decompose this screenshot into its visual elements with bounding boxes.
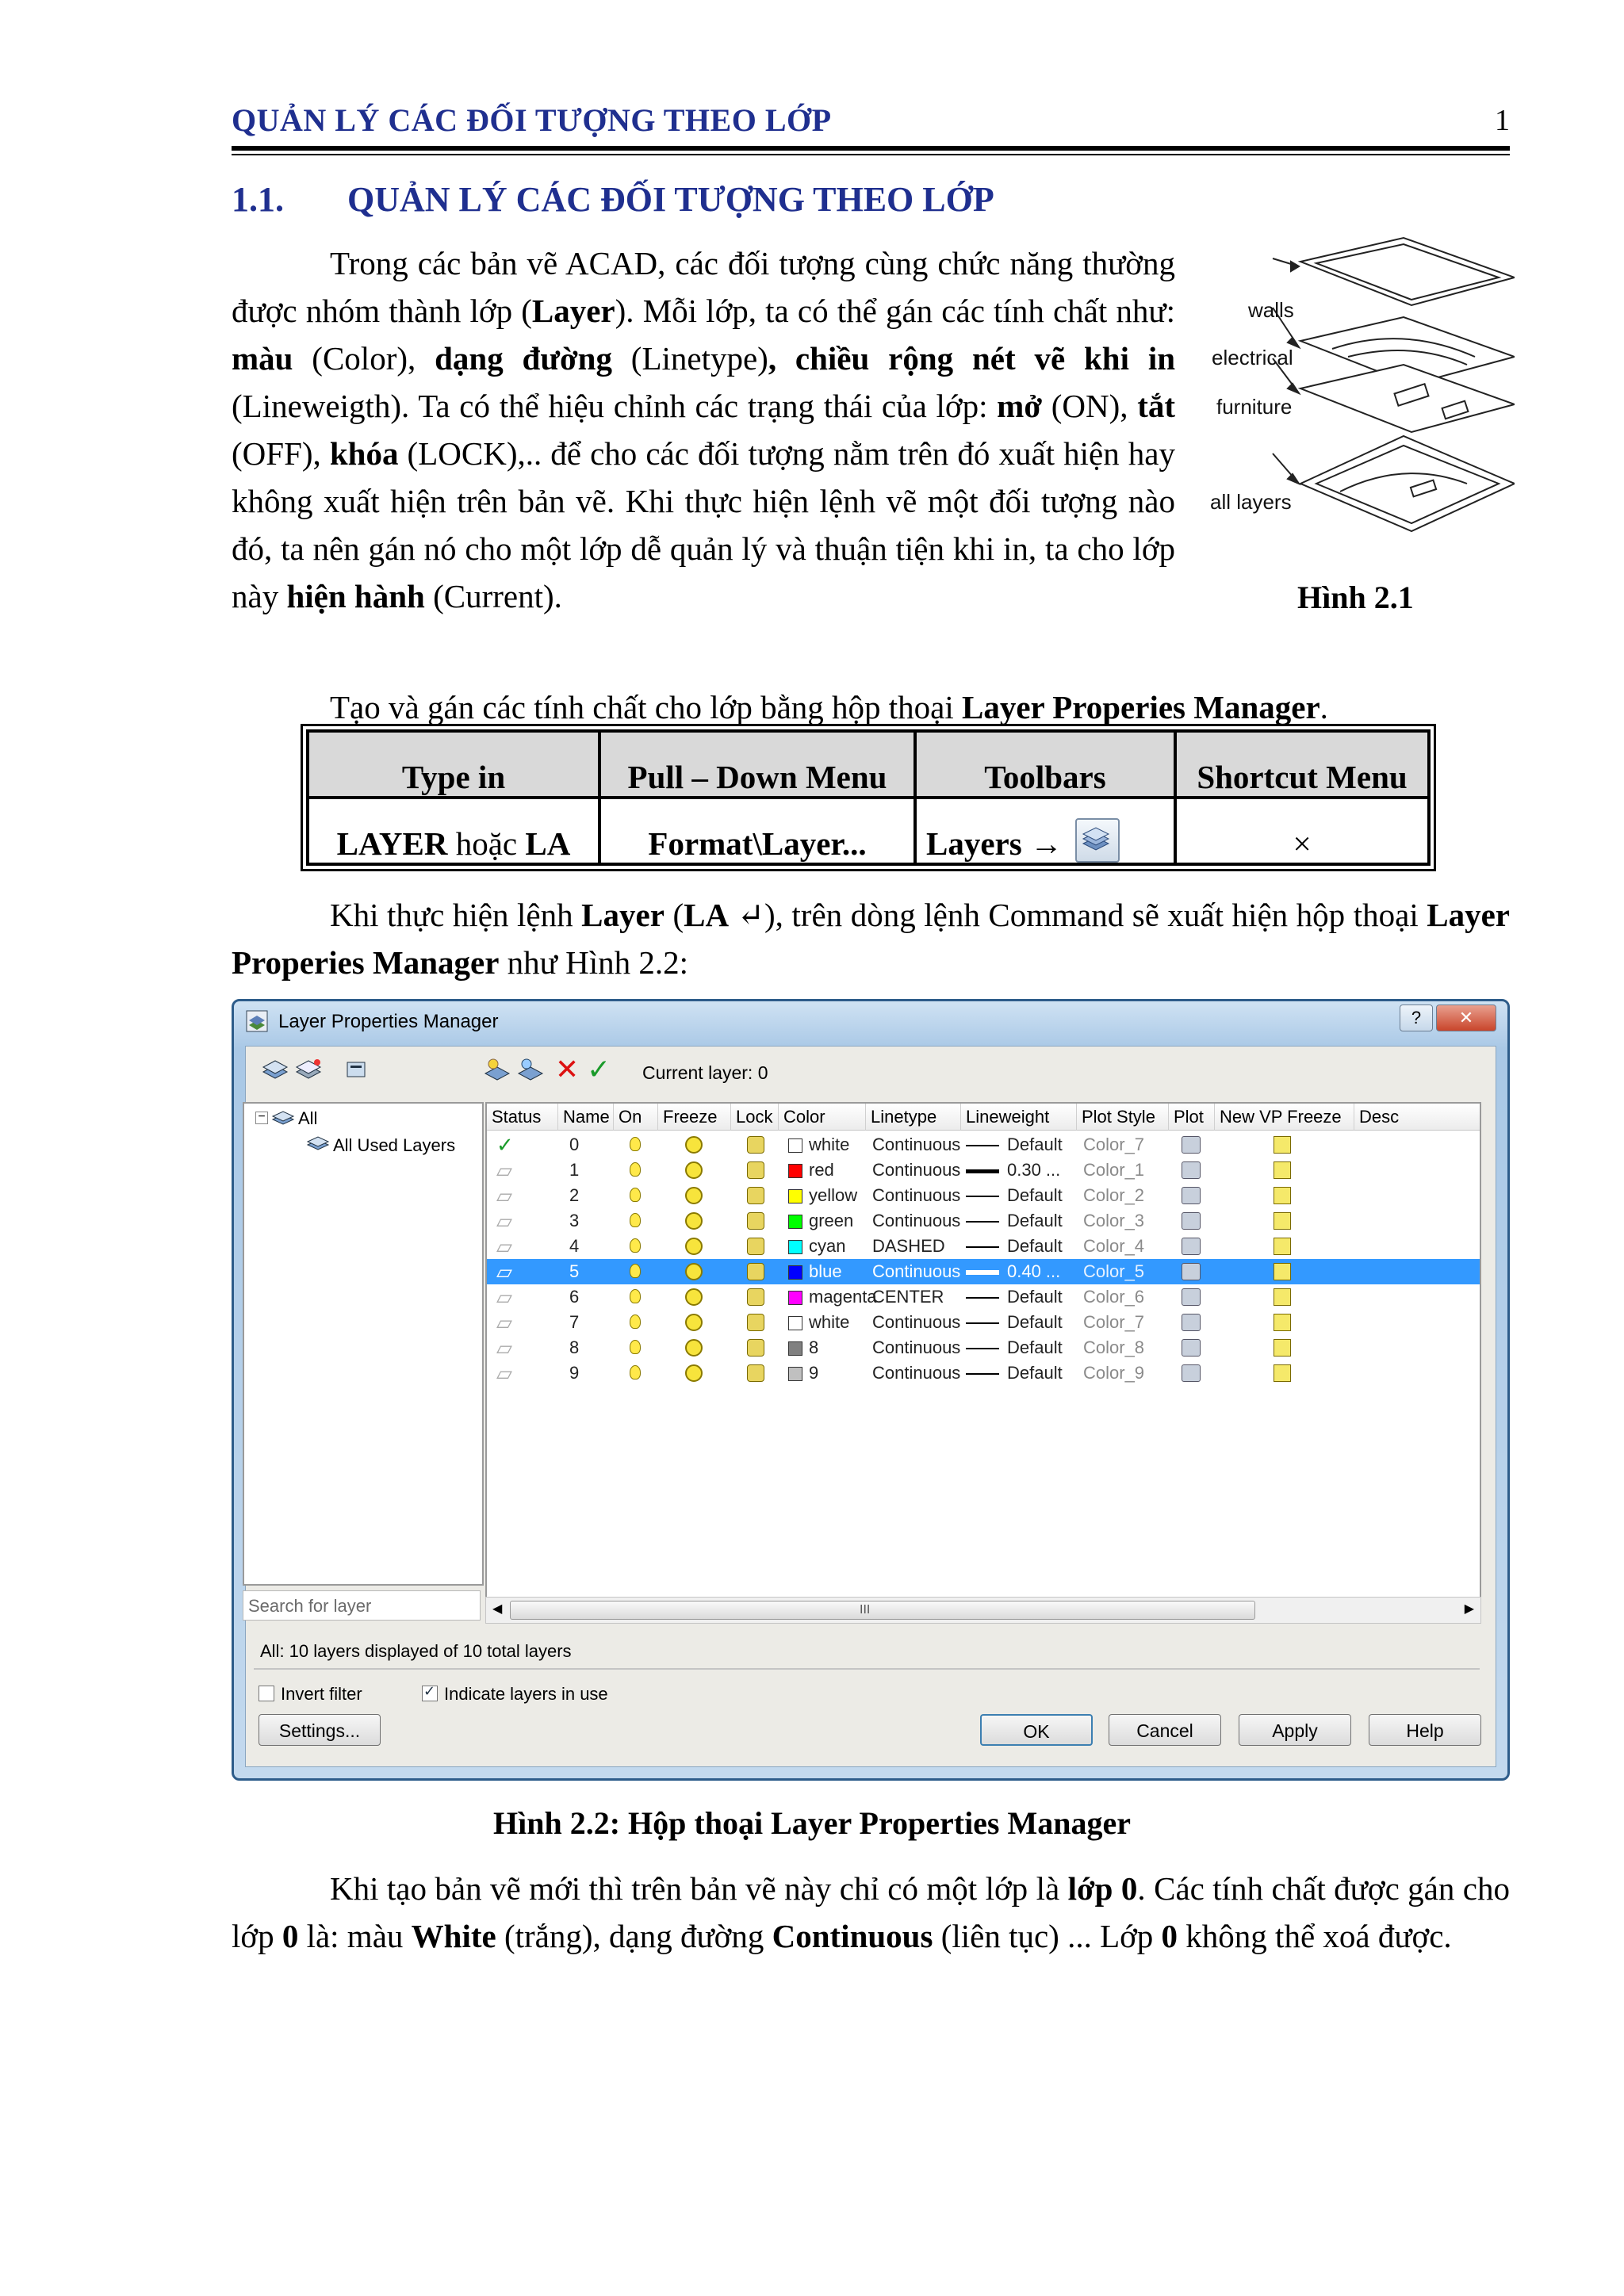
tree-used-layers-icon — [306, 1134, 330, 1153]
layer-lineweight[interactable]: Default — [966, 1234, 1063, 1259]
freeze-sun-icon[interactable] — [685, 1136, 703, 1154]
layer-plot-style: Color_2 — [1083, 1185, 1145, 1205]
lock-open-icon[interactable] — [747, 1136, 764, 1154]
freeze-sun-icon[interactable] — [685, 1288, 703, 1306]
lock-open-icon[interactable] — [747, 1263, 764, 1280]
dialog-intro-paragraph: Khi thực hiện lệnh Layer (LA ↵), trên dòng lệnh Command sẽ xuất hiện hộp thoại Layer Properies Manager như Hình 2.2: — [232, 897, 1510, 981]
on-bulb-icon[interactable] — [630, 1340, 641, 1354]
on-bulb-icon[interactable] — [630, 1137, 641, 1151]
layer-lineweight[interactable]: Default — [966, 1310, 1063, 1335]
figure-label-electrical: electrical — [1212, 346, 1293, 369]
new-layer-icon[interactable] — [484, 1058, 511, 1081]
lineweight-sample — [966, 1322, 999, 1324]
status-icon[interactable]: ▱ — [496, 1158, 512, 1182]
freeze-sun-icon[interactable] — [685, 1187, 703, 1204]
new-layer-vp-frozen-icon[interactable] — [517, 1058, 544, 1081]
freeze-sun-icon[interactable] — [685, 1161, 703, 1179]
vp-freeze-icon[interactable] — [1274, 1238, 1291, 1255]
col-new-vp-freeze[interactable]: New VP Freeze — [1215, 1104, 1354, 1131]
layer-lineweight[interactable]: Default — [966, 1335, 1063, 1360]
figure-caption-2-1: Hình 2.1 — [1297, 580, 1414, 615]
intro-paragraph: Trong các bản vẽ ACAD, các đối tượng cùng chức năng thường được nhóm thành lớp (Layer). Mỗi lớp, ta có thể gán các tính chất như: màu (Color), dạng đường (Linetype), chiều rộng nét vẽ khi in (Lineweigth). Ta có thể hiệu chỉnh các trạng thái của lớp: mở (ON), tắt (OFF), khóa (LOCK),.. để cho các đối tượng nằm trên đó xuất hiện hay không xuất hiện trên bản vẽ. Khi thực hiện lệnh vẽ một đối tượng nào đó, ta nên gán nó cho một lớp dễ quản lý và thuận tiện khi in, ta cho lớp này hiện hành (Current). — [232, 245, 1176, 614]
col-plot[interactable]: Plot — [1169, 1104, 1215, 1131]
vp-freeze-icon[interactable] — [1274, 1364, 1291, 1382]
freeze-sun-icon[interactable] — [685, 1263, 703, 1280]
lineweight-sample — [966, 1297, 999, 1299]
running-header: QUẢN LÝ CÁC ĐỐI TƯỢNG THEO LỚP — [232, 102, 832, 138]
lineweight-sample — [966, 1348, 999, 1349]
table-row[interactable] — [487, 1284, 1480, 1310]
color-swatch — [788, 1291, 802, 1305]
layer-plot-style: Color_1 — [1083, 1160, 1145, 1180]
indicate-layers-label: Indicate layers in use — [444, 1684, 608, 1704]
layer-name[interactable]: 3 — [569, 1211, 580, 1230]
layer-linetype[interactable]: Continuous — [872, 1312, 961, 1332]
lock-open-icon[interactable] — [747, 1314, 764, 1331]
plot-printer-icon[interactable] — [1182, 1187, 1201, 1204]
freeze-sun-icon[interactable] — [685, 1212, 703, 1230]
col-name[interactable]: Name — [558, 1104, 614, 1131]
on-bulb-icon[interactable] — [630, 1162, 641, 1177]
layer-linetype[interactable]: Continuous — [872, 1185, 961, 1205]
lineweight-sample — [966, 1196, 999, 1197]
freeze-sun-icon[interactable] — [685, 1364, 703, 1382]
table-intro-paragraph: Tạo và gán các tính chất cho lớp bằng hộp thoại Layer Properies Manager. — [330, 689, 1328, 725]
on-bulb-icon[interactable] — [630, 1188, 641, 1202]
plot-printer-icon[interactable] — [1182, 1339, 1201, 1357]
table-row[interactable] — [487, 1360, 1480, 1386]
status-icon[interactable]: ▱ — [496, 1184, 512, 1207]
table-header-typein: Type in — [308, 731, 599, 798]
layer-color[interactable]: magenta — [788, 1284, 877, 1310]
color-swatch — [788, 1240, 802, 1254]
search-layer-input[interactable]: Search for layer — [243, 1590, 481, 1621]
invert-filter-checkbox[interactable] — [259, 1686, 274, 1701]
new-property-filter-icon[interactable] — [262, 1058, 289, 1081]
figure-label-walls: walls — [1248, 298, 1294, 322]
set-current-icon[interactable]: ✓ — [587, 1053, 611, 1085]
status-icon[interactable]: ▱ — [496, 1234, 512, 1258]
col-lock[interactable]: Lock — [731, 1104, 779, 1131]
scroll-grip: III — [860, 1603, 871, 1617]
lineweight-sample — [966, 1373, 999, 1375]
layer-color[interactable]: 8 — [788, 1335, 818, 1360]
layer-lineweight[interactable]: 0.30 ... — [966, 1158, 1060, 1183]
layer-lineweight[interactable]: Default — [966, 1183, 1063, 1208]
layer-linetype[interactable]: CENTER — [872, 1287, 944, 1307]
on-bulb-icon[interactable] — [630, 1238, 641, 1253]
color-swatch — [788, 1189, 802, 1203]
on-bulb-icon[interactable] — [630, 1314, 641, 1329]
on-bulb-icon[interactable] — [630, 1264, 641, 1278]
col-plot-style[interactable]: Plot Style — [1077, 1104, 1169, 1131]
lineweight-sample — [966, 1169, 999, 1173]
current-layer-label: Current layer: 0 — [642, 1062, 768, 1083]
layer-linetype[interactable]: Continuous — [872, 1261, 961, 1281]
vp-freeze-icon[interactable] — [1274, 1288, 1291, 1306]
layer-name[interactable]: 7 — [569, 1312, 580, 1332]
table-row[interactable] — [487, 1259, 1480, 1284]
color-swatch — [788, 1341, 802, 1356]
layer-plot-style: Color_7 — [1083, 1312, 1145, 1332]
vp-freeze-icon[interactable] — [1274, 1187, 1291, 1204]
layer-color[interactable]: 9 — [788, 1360, 818, 1386]
plot-printer-icon[interactable] — [1182, 1238, 1201, 1255]
status-icon[interactable]: ▱ — [496, 1311, 512, 1334]
header-rule-thin — [232, 154, 1510, 155]
cancel-button[interactable]: Cancel — [1109, 1714, 1221, 1746]
vp-freeze-icon[interactable] — [1274, 1263, 1291, 1280]
closing-paragraph: Khi tạo bản vẽ mới thì trên bản vẽ này chỉ có một lớp là lớp 0. Các tính chất được gán cho lớp 0 là: màu White (trắng), dạng đường Continuous (liên tục) ... Lớp 0 không thể xoá được. — [232, 1870, 1510, 1954]
vp-freeze-icon[interactable] — [1274, 1212, 1291, 1230]
table-cell-typein: LAYER hoặc LA — [308, 798, 599, 864]
layer-list-grid — [485, 1102, 1481, 1624]
layer-lineweight[interactable]: Default — [966, 1284, 1063, 1310]
filter-tree-panel — [243, 1102, 484, 1586]
figure-label-all-layers: all layers — [1210, 490, 1292, 514]
layer-color[interactable]: red — [788, 1158, 834, 1183]
status-icon[interactable]: ✓ — [496, 1133, 514, 1157]
layers-status-text: All: 10 layers displayed of 10 total layers — [260, 1641, 572, 1661]
scroll-thumb[interactable] — [510, 1601, 1255, 1620]
status-icon[interactable]: ▱ — [496, 1209, 512, 1233]
tree-item-all-used-layers[interactable]: All Used Layers — [333, 1135, 456, 1155]
help-button[interactable]: Help — [1369, 1714, 1481, 1746]
table-header-menu: Pull – Down Menu — [599, 731, 915, 798]
figure-label-furniture: furniture — [1216, 395, 1293, 419]
vp-freeze-icon[interactable] — [1274, 1339, 1291, 1357]
vp-freeze-icon[interactable] — [1274, 1161, 1291, 1179]
col-on[interactable]: On — [614, 1104, 658, 1131]
invert-filter-label: Invert filter — [281, 1684, 362, 1704]
lock-open-icon[interactable] — [747, 1212, 764, 1230]
color-swatch — [788, 1215, 802, 1229]
lock-open-icon[interactable] — [747, 1161, 764, 1179]
page-number: 1 — [1495, 104, 1510, 137]
apply-button[interactable]: Apply — [1239, 1714, 1351, 1746]
plot-printer-icon[interactable] — [1182, 1314, 1201, 1331]
ok-button[interactable]: OK — [980, 1714, 1093, 1746]
grid-horizontal-scrollbar[interactable] — [485, 1597, 1481, 1624]
layer-lineweight[interactable]: 0.40 ... — [966, 1259, 1060, 1284]
freeze-sun-icon[interactable] — [685, 1339, 703, 1357]
settings-button[interactable]: Settings... — [259, 1714, 381, 1746]
plot-printer-icon[interactable] — [1182, 1263, 1201, 1280]
layer-linetype[interactable]: Continuous — [872, 1135, 961, 1154]
color-swatch — [788, 1265, 802, 1280]
layer-linetype[interactable]: Continuous — [872, 1160, 961, 1180]
section-number: 1.1. — [232, 180, 284, 219]
status-icon[interactable]: ▱ — [496, 1361, 512, 1385]
col-lineweight[interactable]: Lineweight — [961, 1104, 1077, 1131]
color-swatch — [788, 1138, 802, 1153]
status-icon[interactable]: ▱ — [496, 1336, 512, 1360]
table-row[interactable] — [487, 1183, 1480, 1208]
lock-open-icon[interactable] — [747, 1364, 764, 1382]
plot-printer-icon[interactable] — [1182, 1288, 1201, 1306]
layer-name[interactable]: 5 — [569, 1261, 580, 1281]
layer-plot-style: Color_8 — [1083, 1337, 1145, 1357]
vp-freeze-icon[interactable] — [1274, 1314, 1291, 1331]
layer-plot-style: Color_5 — [1083, 1261, 1145, 1281]
tree-collapse-icon[interactable]: − — [255, 1112, 268, 1124]
lineweight-sample — [966, 1145, 999, 1146]
freeze-sun-icon[interactable] — [685, 1238, 703, 1255]
lock-open-icon[interactable] — [747, 1339, 764, 1357]
on-bulb-icon[interactable] — [630, 1213, 641, 1227]
dialog-app-icon — [245, 1009, 269, 1033]
layer-linetype[interactable]: Continuous — [872, 1337, 961, 1357]
col-linetype[interactable]: Linetype — [866, 1104, 961, 1131]
layer-color[interactable]: cyan — [788, 1234, 845, 1259]
layer-plot-style: Color_4 — [1083, 1236, 1145, 1256]
lock-open-icon[interactable] — [747, 1288, 764, 1306]
scroll-left-arrow[interactable]: ◀ — [492, 1602, 503, 1616]
indicate-layers-checkbox[interactable]: ✓ — [422, 1686, 438, 1701]
status-rule — [254, 1668, 1480, 1670]
layer-color[interactable]: white — [788, 1310, 849, 1335]
lock-open-icon[interactable] — [747, 1238, 764, 1255]
layer-name[interactable]: 2 — [569, 1185, 580, 1205]
table-header-toolbars: Toolbars — [915, 731, 1175, 798]
vp-freeze-icon[interactable] — [1274, 1136, 1291, 1154]
on-bulb-icon[interactable] — [630, 1289, 641, 1303]
col-color[interactable]: Color — [779, 1104, 866, 1131]
section-title: QUẢN LÝ CÁC ĐỐI TƯỢNG THEO LỚP — [347, 180, 994, 219]
color-swatch — [788, 1316, 802, 1330]
command-table — [306, 729, 1431, 866]
layer-color[interactable]: white — [788, 1132, 849, 1158]
status-icon[interactable]: ▱ — [496, 1260, 512, 1284]
col-freeze[interactable]: Freeze — [658, 1104, 731, 1131]
table-cell-toolbar: Layers → — [915, 798, 1175, 864]
table-row[interactable] — [487, 1208, 1480, 1234]
new-group-filter-icon[interactable] — [295, 1058, 322, 1081]
table-cell-menu: Format\Layer... — [599, 798, 915, 864]
scroll-right-arrow[interactable]: ▶ — [1464, 1602, 1474, 1616]
layer-lineweight[interactable]: Default — [966, 1208, 1063, 1234]
tree-item-all[interactable]: All — [298, 1108, 318, 1128]
layer-name[interactable]: 8 — [569, 1337, 580, 1357]
layer-color[interactable]: green — [788, 1208, 853, 1234]
table-row[interactable] — [487, 1158, 1480, 1183]
layer-name[interactable]: 6 — [569, 1287, 580, 1307]
col-status[interactable]: Status — [487, 1104, 558, 1131]
layer-plot-style: Color_3 — [1083, 1211, 1145, 1230]
table-row[interactable] — [487, 1234, 1480, 1259]
layer-name[interactable]: 9 — [569, 1363, 580, 1383]
layer-plot-style: Color_9 — [1083, 1363, 1145, 1383]
color-swatch — [788, 1164, 802, 1178]
layer-linetype[interactable]: DASHED — [872, 1236, 945, 1256]
lineweight-sample — [966, 1270, 999, 1275]
header-rule — [232, 146, 1510, 151]
tree-all-icon — [271, 1108, 295, 1127]
plot-printer-icon[interactable] — [1182, 1364, 1201, 1382]
layer-lineweight[interactable]: Default — [966, 1360, 1063, 1386]
freeze-sun-icon[interactable] — [685, 1314, 703, 1331]
table-row[interactable] — [487, 1132, 1480, 1158]
lock-open-icon[interactable] — [747, 1187, 764, 1204]
on-bulb-icon[interactable] — [630, 1365, 641, 1380]
table-cell-shortcut: × — [1175, 798, 1429, 864]
figure-caption-2-2: Hình 2.2: Hộp thoại Layer Properties Manager — [492, 1805, 1132, 1841]
layer-linetype[interactable]: Continuous — [872, 1363, 961, 1383]
table-row[interactable] — [487, 1335, 1480, 1360]
status-icon[interactable]: ▱ — [496, 1285, 512, 1309]
layer-color[interactable]: blue — [788, 1259, 842, 1284]
dialog-title: Layer Properties Manager — [278, 1011, 499, 1032]
layers-toolbar-icon — [1075, 818, 1120, 863]
layer-lineweight[interactable]: Default — [966, 1132, 1063, 1158]
plot-printer-icon[interactable] — [1182, 1212, 1201, 1230]
table-row[interactable] — [487, 1310, 1480, 1335]
lineweight-sample — [966, 1221, 999, 1223]
dialog-close-button[interactable]: ✕ — [1436, 1004, 1496, 1031]
col-description[interactable]: Desc — [1354, 1104, 1481, 1131]
dialog-help-button[interactable]: ? — [1400, 1004, 1433, 1031]
delete-layer-icon[interactable]: ✕ — [555, 1053, 580, 1085]
layer-plot-style: Color_6 — [1083, 1287, 1145, 1307]
layer-color[interactable]: yellow — [788, 1183, 857, 1208]
layer-name[interactable]: 4 — [569, 1236, 580, 1256]
lineweight-sample — [966, 1246, 999, 1248]
layer-plot-style: Color_7 — [1083, 1135, 1145, 1154]
layer-name[interactable]: 0 — [569, 1135, 580, 1154]
plot-printer-icon[interactable] — [1182, 1161, 1201, 1179]
color-swatch — [788, 1367, 802, 1381]
plot-printer-icon[interactable] — [1182, 1136, 1201, 1154]
layer-linetype[interactable]: Continuous — [872, 1211, 961, 1230]
layer-states-manager-icon[interactable] — [343, 1058, 370, 1081]
layer-name[interactable]: 1 — [569, 1160, 580, 1180]
table-header-shortcut: Shortcut Menu — [1175, 731, 1429, 798]
